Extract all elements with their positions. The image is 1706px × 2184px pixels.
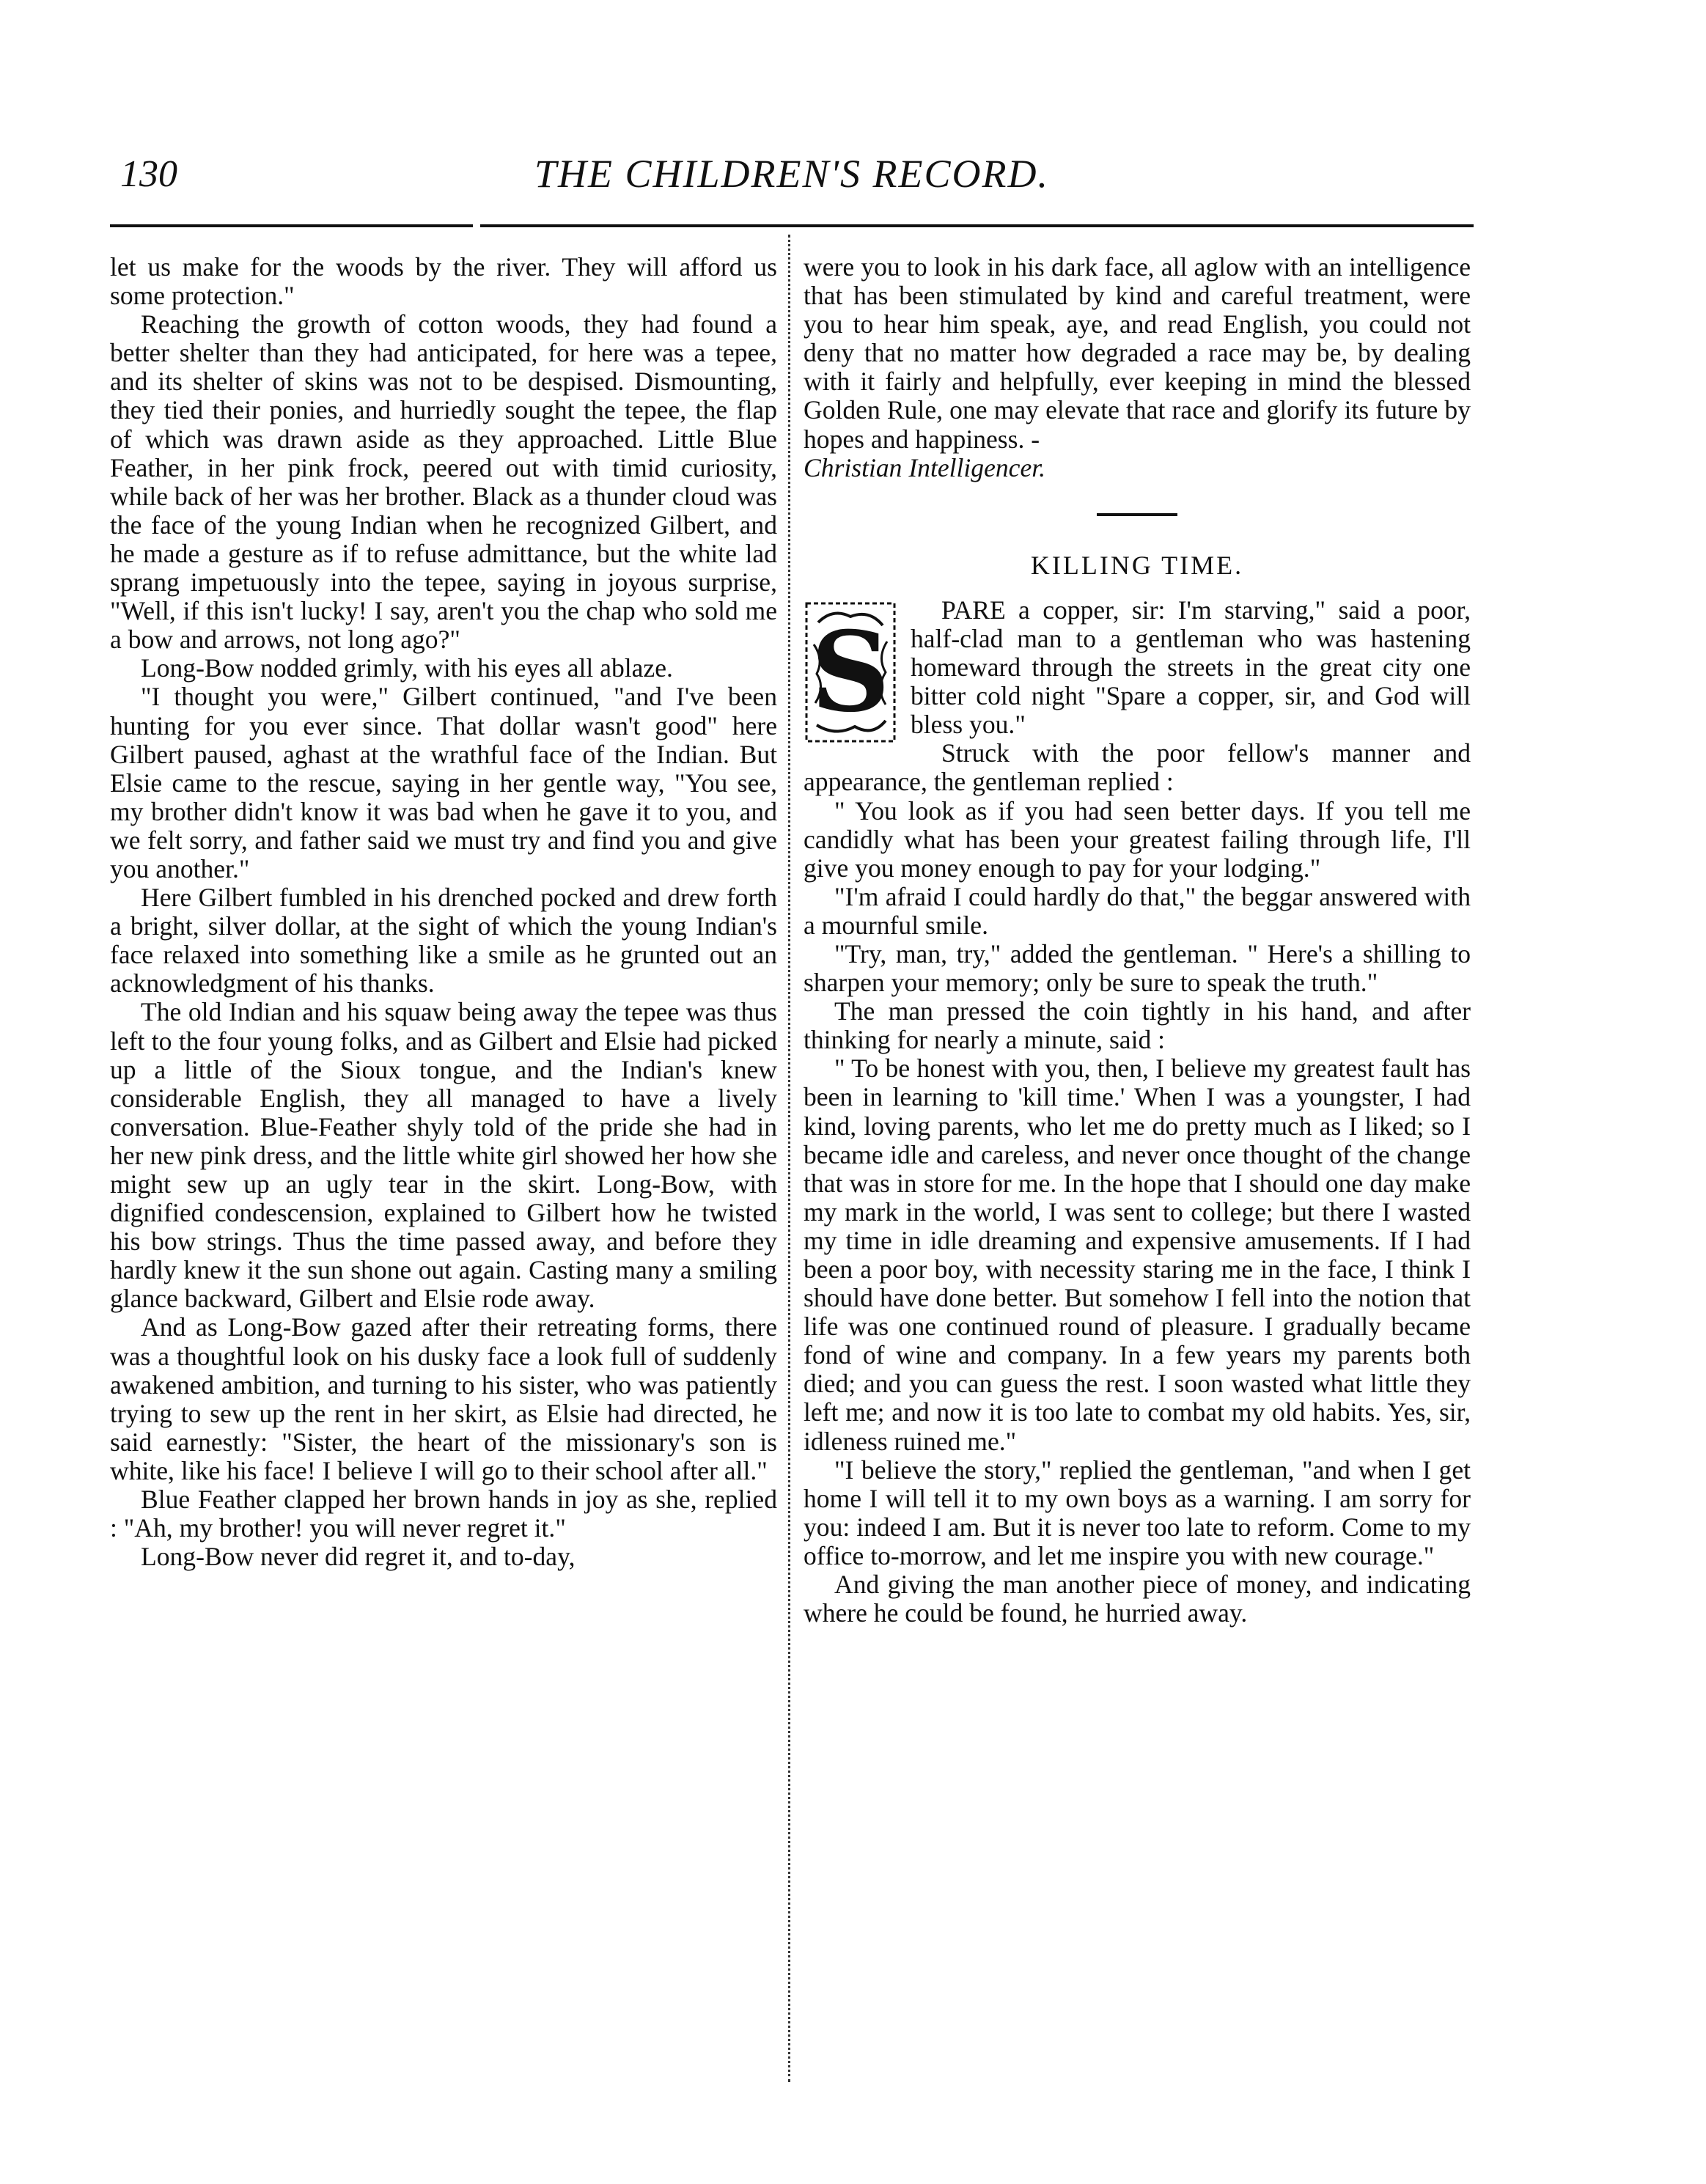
paragraph: Struck with the poor fellow's manner and appearance, the gentleman replied : — [804, 738, 1471, 797]
paragraph: Reaching the growth of cotton woods, they had found a better shelter than they had anticipated, for here was a tepee, and its shelter of skins was not to be despised. Dismounting, they tied their ponies, and hurriedly sought the tepee, the flap of which was drawn aside as they approached. Little Blue Feather, in her pink frock, peered out with timid curiosity, while back of her was her brother. Black as a thunder cloud was the face of the young Indian when he recognized Gilbert, and he made a gesture as if to refuse admittance, but the white lad sprang impetuously into the tepee, saying in joyous surprise, "Well, if this isn't lucky! I say, aren't you the chap who sold me a bow and arrows, not long ago?" — [110, 309, 777, 655]
paragraph: And as Long-Bow gazed after their retreating forms, there was a thoughtful look on his dusky face a look full of suddenly awakened ambition, and turning to his sister, who was patiently trying to sew up the rent in her skirt, as Elsie had directed, he said earnestly: "Sister, the heart of the missionary's son is white, like his face! I believe I will go to their school after all." — [110, 1312, 777, 1485]
left-column — [110, 253, 777, 1571]
section-divider — [1097, 513, 1177, 516]
article-title: KILLING TIME. — [1030, 550, 1244, 580]
column-divider — [788, 235, 790, 2082]
paragraph: Here Gilbert fumbled in his drenched pocked and drew forth a bright, silver dollar, at the sight of which the young Indian's face relaxed into something like a smile as he grunted out an acknowledgment of his thanks. — [110, 883, 777, 999]
paragraph: Long-Bow never did regret it, and to-day, — [141, 1542, 576, 1572]
paragraph: "Try, man, try," added the gentleman. " Here's a shilling to sharpen your memory; only be sure to speak the truth." — [804, 938, 1471, 998]
paragraph: And giving the man another piece of money, and indicating where he could be found, he hurried away. — [804, 1570, 1471, 1628]
ornamental-letter-s-icon — [804, 600, 897, 744]
paragraph: " To be honest with you, then, I believe my greatest fault has been in learning to 'kill time.' When I was a youngster, I had kind, loving parents, who let me do pretty much as I liked; so I became idle and careless, and never once thought of the change that was in store for me. In the hope that I should one day make my mark in the world, I was sent to college; but there I wasted my time in idle dreaming and expensive amusements. If I had been a poor boy, with necessity staring me in the face, I think I should have done better. But somehow I fell into the notion that life was one continued round of pleasure. I gradually became fond of wine and company. In a few years my parents both died; and you can guess the rest. I soon wasted what little they left me; and now it is too late to combat my old habits. Yes, sir, idleness ruined me." — [804, 1054, 1471, 1456]
svg-text:S: S — [810, 607, 891, 737]
paragraph: were you to look in his dark face, all aglow with an intelligence that has been stimulated by kind and careful treatment, were you to hear him speak, aye, and read English, you could not deny that no matter how degraded a race may be, by dealing with it fairly and helpfully, ever keeping in mind the blessed Golden Rule, one may elevate that race and glorify its future by hopes and happiness. - — [804, 252, 1471, 454]
paragraph: The man pressed the coin tightly in his hand, and after thinking for nearly a minute, said : — [804, 996, 1471, 1055]
right-column — [804, 253, 1471, 1628]
paragraph: "I believe the story," replied the gentleman, "and when I get home I will tell it to my own boys as a warning. I am sorry for you: indeed I am. But it is never too late to reform. Come to my office to-morrow, and let me inspire you with new courage." — [804, 1455, 1471, 1570]
article-opening: PARE a copper, sir: I'm starving," said a poor, half-clad man to a gentleman who was hastening homeward through the streets in the great city one bitter cold night "Spare a copper, sir, and God will bless you." — [911, 595, 1471, 740]
paragraph: " You look as if you had seen better days. If you tell me candidly what has been your greatest failing through life, I'll give you money enough to pay for your lodging." — [804, 795, 1471, 883]
attribution: Christian Intelligencer. — [804, 452, 1046, 482]
running-title: THE CHILDREN'S RECORD. — [534, 152, 1050, 196]
paragraph: Blue Feather clapped her brown hands in joy as she, replied : "Ah, my brother! you will never regret it." — [110, 1485, 777, 1543]
page-number: 130 — [120, 153, 177, 195]
paragraph: "I'm afraid I could hardly do that," the beggar answered with a mournful smile. — [804, 881, 1471, 940]
header-rule-left — [110, 224, 473, 227]
paragraph: "I thought you were," Gilbert continued, "and I've been hunting for you ever since. That dollar wasn't good" here Gilbert paused, aghast at the wrathful face of the Indian. But Elsie came to the rescue, saying in her gentle way, "You see, my brother didn't know it was bad when he gave it to you, and we felt sorry, and father said we must try and find you and give you another." — [110, 682, 777, 883]
page-header — [110, 147, 1474, 213]
paragraph: Long-Bow nodded grimly, with his eyes all ablaze. — [141, 653, 673, 683]
header-rule-right — [480, 224, 1474, 227]
paragraph: let us make for the woods by the river. They will afford us some protection." — [110, 252, 777, 311]
paragraph: The old Indian and his squaw being away the tepee was thus left to the four young folks, and as Gilbert and Elsie had picked up a little of the Sioux tongue, and the Indian's knew considerable English, they all managed to have a lively conversation. Blue-Feather shyly told of the pride she had in her new pink dress, and the little white girl showed her how she might sew up an ugly tear in the skirt. Long-Bow, with dignified condescension, explained to Gilbert how he twisted his bow strings. Thus the time passed away, and before they hardly knew it the sun shone out again. Casting many a smiling glance backward, Gilbert and Elsie rode away. — [110, 997, 777, 1314]
